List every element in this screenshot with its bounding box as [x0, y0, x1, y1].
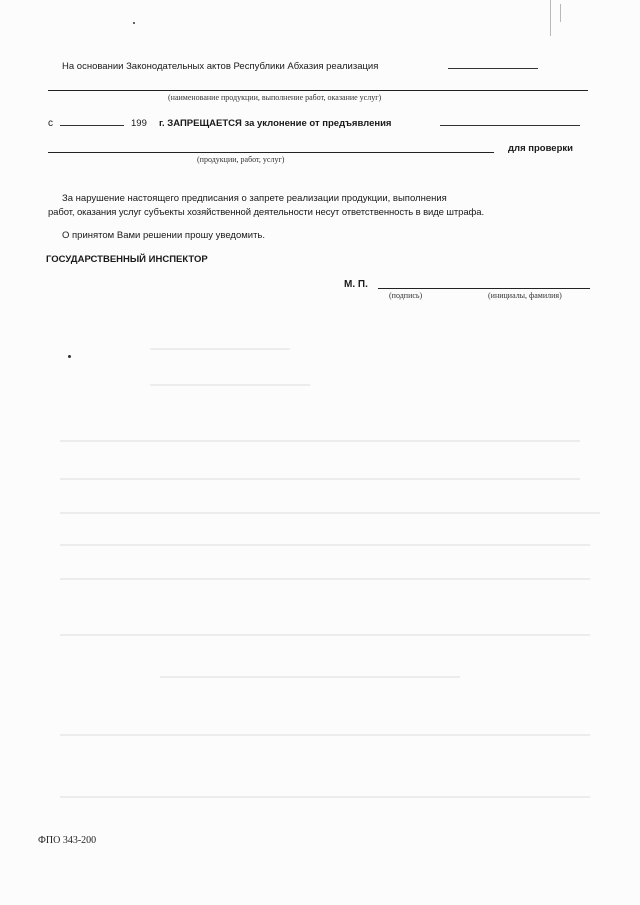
stray-dot: [133, 22, 135, 24]
products-fill-line: [48, 152, 494, 153]
bleed-through: [60, 734, 590, 736]
prefix-from: с: [48, 118, 53, 129]
signature-fill-line: [378, 288, 590, 289]
scan-edge-mark: [550, 0, 551, 36]
bleed-through: [150, 384, 310, 386]
stamp-place-label: М. П.: [344, 279, 368, 290]
bleed-through: [60, 796, 590, 798]
bleed-through: [150, 348, 290, 350]
date-fill-line: [60, 125, 124, 126]
year-label: 199: [131, 118, 147, 129]
inspector-title: ГОСУДАРСТВЕННЫЙ ИНСПЕКТОР: [46, 254, 208, 265]
bleed-through: [60, 578, 590, 580]
warning-line-1: За нарушение настоящего предписания о запрете реализации продукции, выполнения: [62, 193, 447, 204]
signature-caption: (подпись): [389, 291, 423, 300]
bleed-through: [60, 544, 590, 546]
legal-basis-text: На основании Законодательных актов Республики Абхазия реализация: [62, 61, 379, 72]
form-code: ФПО 343-200: [38, 835, 97, 846]
fill-line: [448, 68, 538, 69]
for-check-text: для проверки: [508, 143, 573, 154]
scan-edge-mark: [560, 4, 561, 22]
bleed-through: [60, 478, 580, 480]
goods-fill-line: [48, 90, 588, 91]
stray-dot: [68, 355, 71, 358]
notify-text: О принятом Вами решении прошу уведомить.: [62, 230, 266, 241]
prohibited-text: г. ЗАПРЕЩАЕТСЯ за уклонение от предъявления: [159, 118, 392, 129]
products-caption: (продукции, работ, услуг): [197, 155, 285, 164]
goods-caption: (наименование продукции, выполнение работ, оказание услуг): [168, 93, 382, 102]
bleed-through: [160, 676, 460, 678]
bleed-through: [60, 634, 590, 636]
fill-line: [440, 125, 580, 126]
bleed-through: [60, 440, 580, 442]
warning-line-2: работ, оказания услуг субъекты хозяйственной деятельности несут ответственность в виде штрафа.: [48, 207, 484, 218]
bleed-through: [60, 512, 600, 514]
initials-caption: (инициалы, фамилия): [488, 291, 562, 300]
